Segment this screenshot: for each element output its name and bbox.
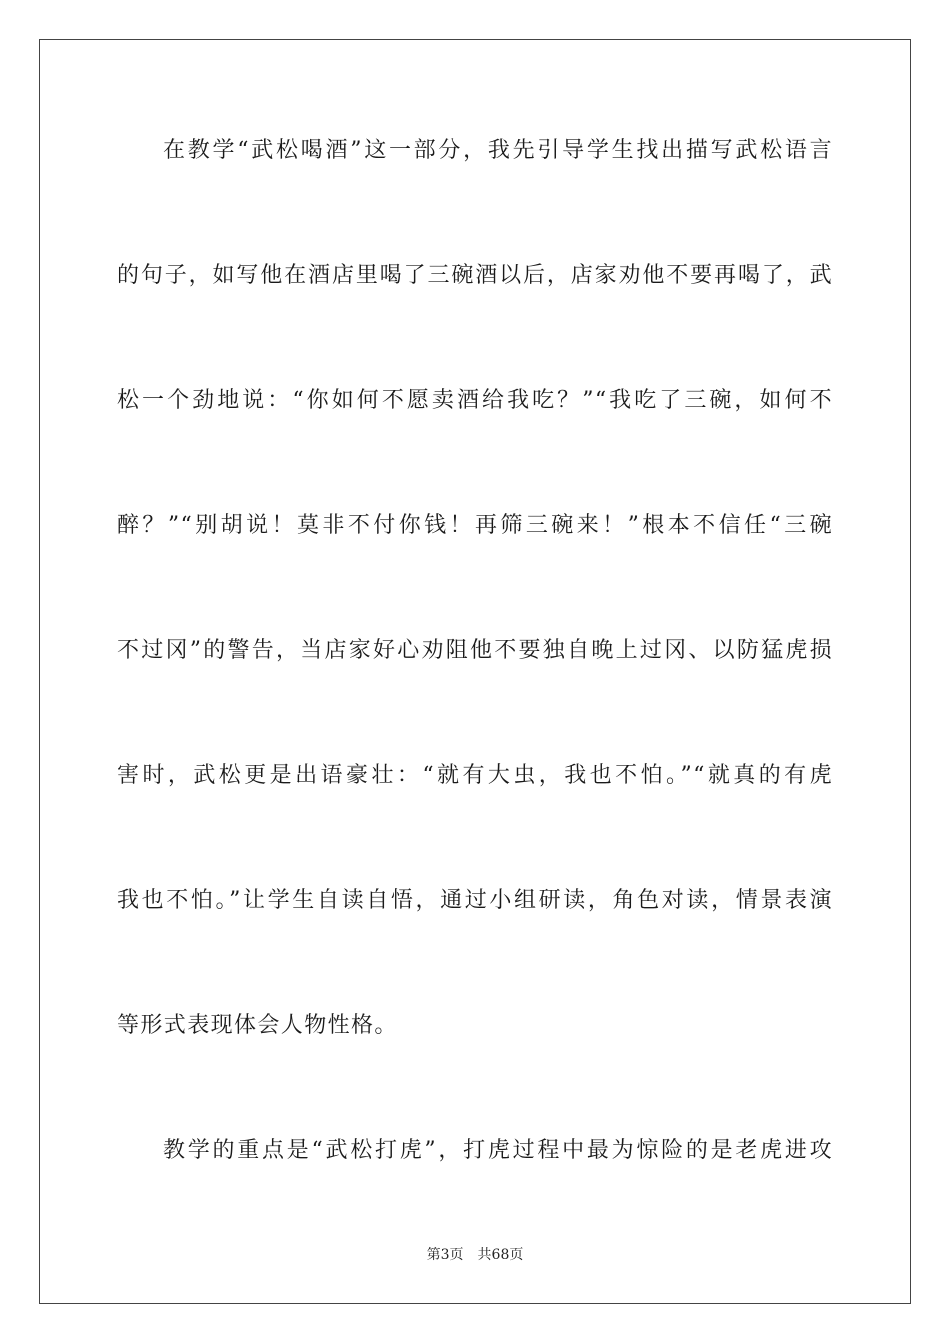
paragraph-1-line-2: 的句子，如写他在酒店里喝了三碗酒以后，店家劝他不要再喝了，武	[117, 263, 833, 288]
paragraph-1-line-5: 不过冈”的警告，当店家好心劝阻他不要独自晚上过冈、以防猛虎损	[117, 638, 833, 663]
paragraph-1-line-6: 害时，武松更是出语豪壮：“就有大虫，我也不怕。”“就真的有虎	[117, 763, 833, 788]
paragraph-2-line-1: 教学的重点是“武松打虎”，打虎过程中最为惊险的是老虎进攻	[163, 1138, 833, 1163]
page-border	[39, 39, 911, 1304]
page-number: 第3页	[426, 1247, 464, 1263]
page-footer	[0, 1246, 950, 1264]
paragraph-1-line-1: 在教学“武松喝酒”这一部分，我先引导学生找出描写武松语言	[163, 138, 833, 163]
paragraph-1-line-4: 醉？”“别胡说！莫非不付你钱！再筛三碗来！”根本不信任“三碗	[117, 513, 833, 538]
paragraph-1-line-8: 等形式表现体会人物性格。	[117, 1013, 398, 1038]
paragraph-1-line-3: 松一个劲地说：“你如何不愿卖酒给我吃？”“我吃了三碗，如何不	[117, 388, 833, 413]
paragraph-1-line-7: 我也不怕。”让学生自读自悟，通过小组研读，角色对读，情景表演	[117, 888, 833, 913]
page-total: 共68页	[477, 1247, 524, 1263]
